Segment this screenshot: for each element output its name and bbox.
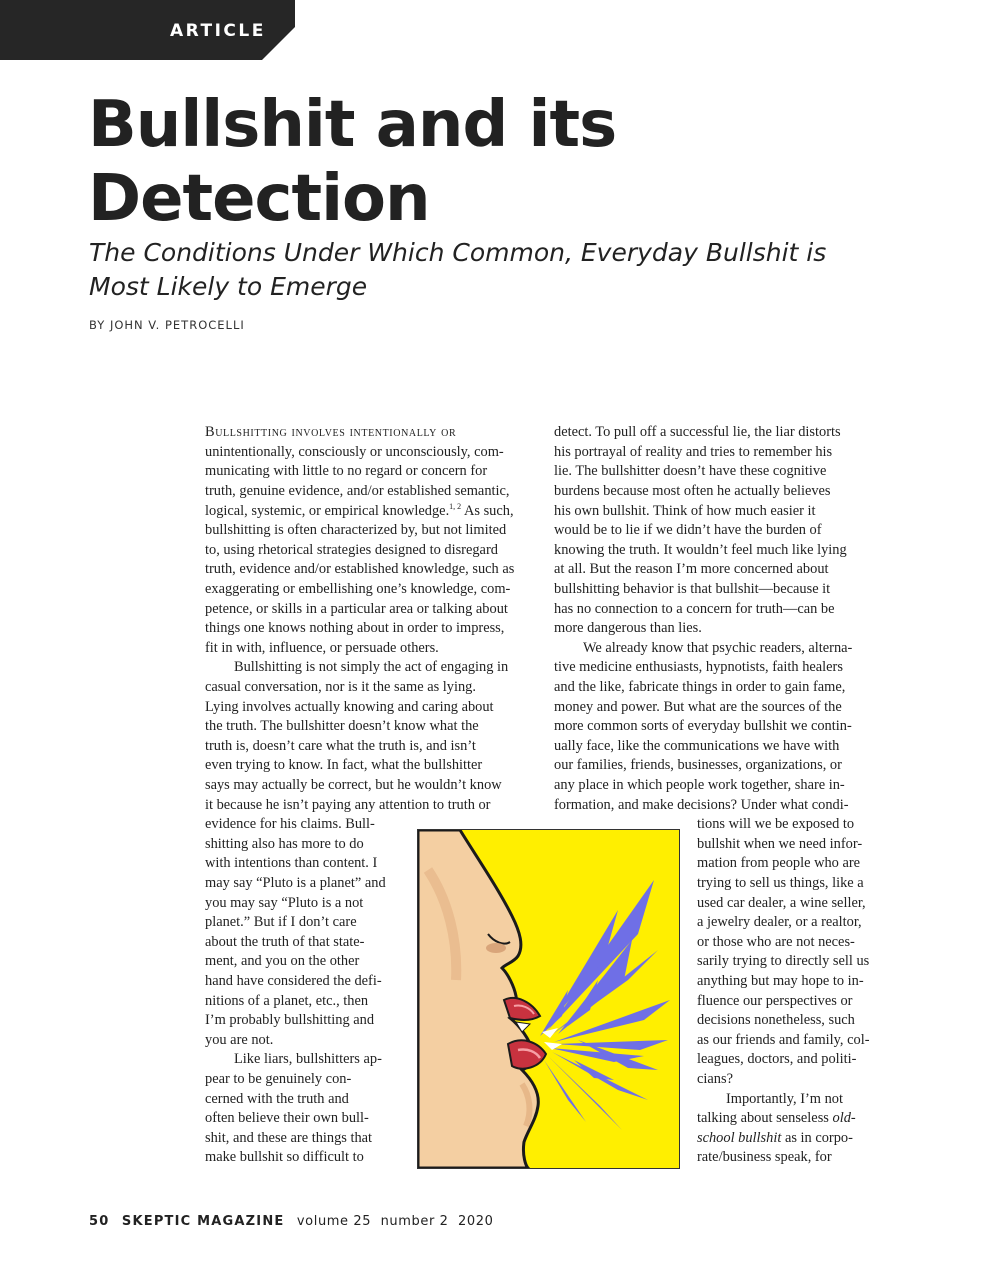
body-line: hand have considered the defi-: [205, 973, 382, 989]
body-line: fit in with, influence, or persuade others.: [205, 640, 439, 656]
body-text: talking about senseless: [697, 1110, 833, 1126]
body-line: lie. The bullshitter doesn’t have these cognitive: [554, 463, 827, 479]
body-line: as our friends and family, col-: [697, 1032, 870, 1048]
body-line: pear to be genuinely con-: [205, 1071, 352, 1087]
body-line: cerned with the truth and: [205, 1091, 349, 1107]
body-line: We already know that psychic readers, alterna-: [583, 640, 853, 656]
body-line: or those who are not neces-: [697, 934, 855, 950]
body-line: Importantly, I’m not: [726, 1091, 843, 1107]
body-line: ually face, like the communications we have with: [554, 738, 840, 754]
body-line: truth is, doesn’t care what the truth is, and isn’t: [205, 738, 476, 754]
body-line: money and power. But what are the sources of the: [554, 699, 842, 715]
body-line: you are not.: [205, 1032, 274, 1048]
body-line: truth, genuine evidence, and/or established semantic,: [205, 483, 510, 499]
article-subtitle: The Conditions Under Which Common, Everyday Bullshit is Most Likely to Emerge: [89, 238, 827, 301]
body-line: even trying to know. In fact, what the bullshitter: [205, 757, 483, 773]
body-line: bullshitting behavior is that bullshit—because it: [554, 581, 831, 597]
body-line: bullshit when we need infor-: [697, 836, 863, 852]
body-line: used car dealer, a wine seller,: [697, 895, 866, 911]
body-line: tions will we be exposed to: [697, 816, 855, 832]
body-line: would be to lie if we didn’t have the burden of: [554, 522, 822, 538]
body-line: unintentionally, consciously or unconsciously, com-: [205, 444, 504, 460]
body-line: Lying involves actually knowing and caring about: [205, 699, 494, 715]
body-line: truth, evidence and/or established knowledge, such as: [205, 561, 515, 577]
body-line: with intentions than content. I: [205, 855, 378, 871]
body-line: burdens because most often he actually believes: [554, 483, 831, 499]
magazine-name: SKEPTIC MAGAZINE: [121, 1214, 285, 1229]
body-line: I’m probably bullshitting and: [205, 1012, 375, 1028]
body-line: planet.” But if I don’t care: [205, 914, 357, 930]
body-line: bullshitting is often characterized by, but not limited: [205, 522, 507, 538]
body-line: has no connection to a concern for truth—can be: [554, 601, 835, 617]
body-line: fluence our perspectives or: [697, 993, 853, 1009]
lead-line: Bullshitting involves intentionally or: [205, 424, 457, 440]
section-tab-label: ARTICLE: [170, 21, 266, 41]
body-line: casual conversation, nor is it the same as lying.: [205, 679, 476, 695]
body-line: ment, and you on the other: [205, 953, 360, 969]
body-line: the truth. The bullshitter doesn’t know what the: [205, 718, 479, 734]
body-line: detect. To pull off a successful lie, the liar distorts: [554, 424, 841, 440]
body-line: shitting also has more to do: [205, 836, 364, 852]
body-line: his portrayal of reality and tries to remember his: [554, 444, 833, 460]
body-line: petence, or skills in a particular area or talking about: [205, 601, 508, 617]
body-line: knowing the truth. It wouldn’t feel much like lying: [554, 542, 847, 558]
body-line: Bullshitting is not simply the act of engaging in: [234, 659, 509, 675]
body-line-with-italic: [697, 1129, 853, 1149]
body-line: tive medicine enthusiasts, hypnotists, faith healers: [554, 659, 843, 675]
mouth-illustration-svg: [418, 830, 679, 1168]
body-line-with-footnote: [205, 502, 514, 522]
body-line: often believe their own bull-: [205, 1110, 369, 1126]
body-line: exaggerating or embellishing one’s knowledge, com-: [205, 581, 511, 597]
body-line: says may actually be correct, but he wouldn’t know: [205, 777, 502, 793]
issue-info: volume 25 number 2 2020: [296, 1214, 494, 1229]
body-line: a jewelry dealer, or a realtor,: [697, 914, 862, 930]
body-line: trying to sell us things, like a: [697, 875, 864, 891]
body-line: you may say “Pluto is a not: [205, 895, 364, 911]
body-line: and the like, fabricate things in order to gain fame,: [554, 679, 846, 695]
body-line: shit, and these are things that: [205, 1130, 373, 1146]
body-line: it because he isn’t paying any attention to truth or: [205, 797, 491, 813]
body-line: Like liars, bullshitters ap-: [234, 1051, 382, 1067]
body-line: leagues, doctors, and politi-: [697, 1051, 857, 1067]
page-number: 50: [89, 1214, 110, 1229]
body-line: about the truth of that state-: [205, 934, 365, 950]
body-line: more dangerous than lies.: [554, 620, 702, 636]
body-text: As such,: [461, 503, 514, 519]
body-line: more common sorts of everyday bullshit we contin-: [554, 718, 852, 734]
body-line: rate/business speak, for: [697, 1149, 832, 1165]
body-line: at all. But the reason I’m more concerned about: [554, 561, 829, 577]
body-text: as in corpo-: [781, 1130, 853, 1146]
body-line: things one knows nothing about in order to impress,: [205, 620, 505, 636]
body-line: our families, friends, businesses, organizations, or: [554, 757, 842, 773]
body-line: cians?: [697, 1071, 733, 1087]
mouth-illustration: [417, 829, 680, 1169]
body-line: evidence for his claims. Bull-: [205, 816, 375, 832]
body-line: mation from people who are: [697, 855, 861, 871]
italic-text: old-: [832, 1110, 856, 1126]
body-line: may say “Pluto is a planet” and: [205, 875, 386, 891]
body-line: anything but may hope to in-: [697, 973, 864, 989]
body-line: nitions of a planet, etc., then: [205, 993, 369, 1009]
italic-text: school bullshit: [697, 1130, 782, 1146]
body-line: make bullshit so difficult to: [205, 1149, 364, 1165]
body-line: his own bullshit. Think of how much easier it: [554, 503, 816, 519]
body-line: to, using rhetorical strategies designed to disregard: [205, 542, 498, 558]
body-line: municating with little to no regard or concern for: [205, 463, 488, 479]
body-line: formation, and make decisions? Under what condi-: [554, 797, 849, 813]
body-line: sarily trying to directly sell us: [697, 953, 870, 969]
body-line: any place in which people work together, share in-: [554, 777, 845, 793]
body-line-with-italic: [697, 1109, 856, 1129]
page-footer: [89, 1214, 493, 1229]
body-text: logical, systemic, or empirical knowledge.: [205, 503, 450, 519]
byline: BY JOHN V. PETROCELLI: [89, 318, 245, 332]
body-line: decisions nonetheless, such: [697, 1012, 855, 1028]
article-title: Bullshit and its Detection: [88, 88, 617, 236]
footnote-ref: 1, 2: [449, 502, 462, 511]
